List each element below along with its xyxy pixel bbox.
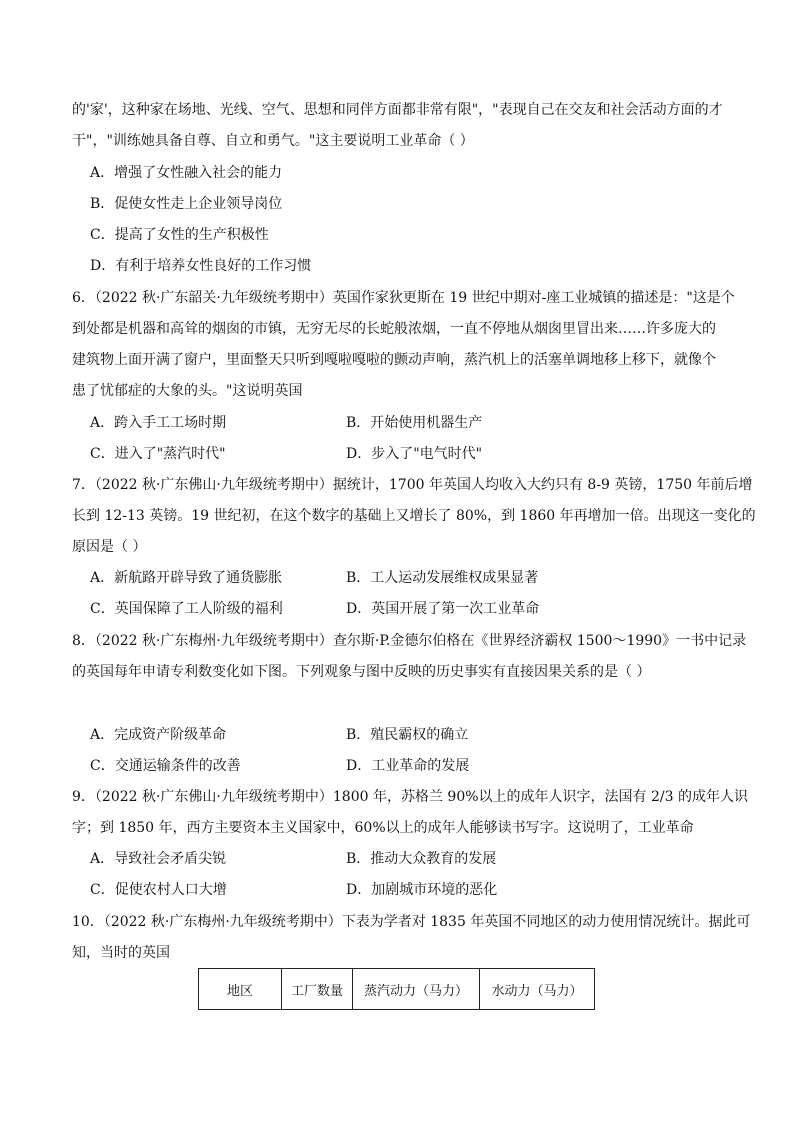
q8-option-d: D．工业革命的发展 [346, 758, 470, 774]
q6-option-a: A．跨入手工工场时期 [90, 415, 227, 431]
table-header-cell: 水动力（马力） [480, 969, 595, 1010]
q10-stem-line-2: 知，当时的英国 [72, 945, 170, 961]
q8-option-c: C．交通运输条件的改善 [90, 758, 241, 774]
q6-stem-line-2: 到处都是机器和高耸的烟囱的市镇，无穷无尽的长蛇般浓烟，一直不停地从烟囱里冒出来……许多庞大的 [72, 321, 716, 337]
q9-stem-line-2: 字；到 1850 年，西方主要资本主义国家中，60%以上的成年人能够读书写字。这说明了，工业革命 [72, 820, 694, 836]
q6-option-b: B．开始使用机器生产 [346, 415, 483, 431]
q8-stem-line-1: 8．（2022 秋·广东梅州·九年级统考期中）查尔斯·P.金德尔伯格在《世界经济霸权 1500～1990》一书中记录 [72, 633, 747, 649]
q9-stem-line-1: 9．（2022 秋·广东佛山·九年级统考期中）1800 年，苏格兰 90%以上的成年人识字，法国有 2/3 的成年人识 [72, 789, 748, 805]
q7-option-d: D．英国开展了第一次工业革命 [346, 601, 540, 617]
q5-option-d: D．有利于培养女性良好的工作习惯 [90, 258, 312, 274]
q9-option-a: A．导致社会矛盾尖锐 [90, 851, 227, 867]
q6-stem-line-4: 患了忧郁症的大象的头。"这说明英国 [72, 383, 303, 399]
q7-option-b: B．工人运动发展维权成果显著 [346, 570, 539, 586]
power-usage-table [198, 968, 595, 1010]
q5-option-c: C．提高了女性的生产积极性 [90, 227, 269, 243]
q7-option-c: C．英国保障了工人阶级的福利 [90, 601, 283, 617]
q8-stem-line-2: 的英国每年申请专利数变化如下图。下列观象与图中反映的历史事实有直接因果关系的是（ ） [72, 664, 651, 680]
q7-stem-line-1: 7．（2022 秋·广东佛山·九年级统考期中）据统计，1700 年英国人均收入大约只有 8-9 英镑，1750 年前后增 [72, 477, 753, 493]
table-header-row [199, 969, 595, 1010]
q6-option-c: C．进入了"蒸汽时代" [90, 446, 226, 462]
q9-option-b: B．推动大众教育的发展 [346, 851, 497, 867]
q5-option-b: B．促使女性走上企业领导岗位 [90, 196, 283, 212]
q9-option-d: D．加剧城市环境的恶化 [346, 882, 498, 898]
q5-option-a: A．增强了女性融入社会的能力 [90, 165, 283, 181]
table-header-cell: 工厂数量 [282, 969, 353, 1010]
q8-option-a: A．完成资产阶级革命 [90, 727, 227, 743]
q7-option-a: A．新航路开辟导致了通货膨胀 [90, 570, 283, 586]
q7-stem-line-2: 长到 12-13 英镑。19 世纪初，在这个数字的基础上又增长了 80%，到 1860 年再增加一倍。出现这一变化的 [72, 508, 756, 524]
q8-option-b: B．殖民霸权的确立 [346, 727, 469, 743]
q5-stem-line-1: 的'家'，这种家在场地、光线、空气、思想和同伴方面都非常有限"，"表现自己在交友和社会活动方面的才 [72, 102, 723, 118]
q10-stem-line-1: 10．（2022 秋·广东梅州·九年级统考期中）下表为学者对 1835 年英国不同地区的动力使用情况统计。据此可 [72, 914, 751, 930]
table-header-cell: 蒸汽动力（马力） [353, 969, 480, 1010]
q6-option-d: D．步入了"电气时代" [346, 446, 483, 462]
q7-stem-line-3: 原因是（ ） [72, 539, 147, 555]
q5-stem-line-2: 干"，"训练她具备自尊、自立和勇气。"这主要说明工业革命（ ） [72, 133, 474, 149]
q6-stem-line-1: 6．（2022 秋·广东韶关·九年级统考期中）英国作家狄更斯在 19 世纪中期对-座工业城镇的描述是："这是个 [72, 290, 735, 306]
table-header-cell: 地区 [199, 969, 282, 1010]
q9-option-c: C．促使农村人口大增 [90, 882, 227, 898]
q6-stem-line-3: 建筑物上面开满了窗户，里面整天只听到嘎啦嘎啦的颤动声响，蒸汽机上的活塞单调地移上移下，就像个 [72, 352, 716, 368]
